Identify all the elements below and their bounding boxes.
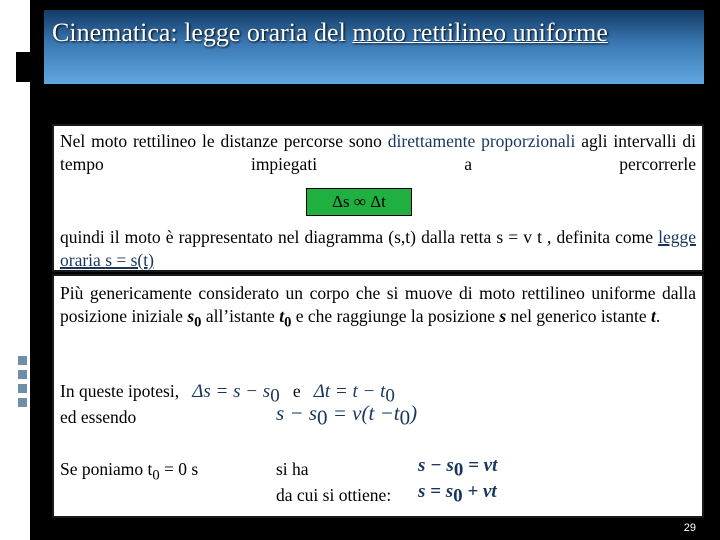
var: t [279, 306, 285, 326]
proportionality-formula: Δs ∞ Δt [306, 188, 412, 216]
sub: 0 [453, 459, 464, 481]
title-text: Cinematica: legge oraria del [52, 18, 353, 47]
eq: s = s [418, 481, 454, 502]
text: nel generico istante [506, 306, 651, 326]
slide-title [52, 18, 608, 48]
law-term: legge oraria [60, 227, 696, 270]
delta-s-eq: Δs = s − s [192, 381, 271, 402]
sub: 0 [284, 314, 292, 331]
text: all’istante [201, 306, 280, 326]
sub: 0 [270, 385, 280, 407]
highlight-text: direttamente proporzionali [387, 131, 576, 151]
eq: s − s [418, 455, 454, 476]
square-bullet [18, 398, 27, 407]
sub: 0 [399, 405, 411, 430]
sub: 0 [194, 314, 202, 331]
text: si ha [276, 459, 309, 479]
law-formula: s = s(t) [105, 250, 154, 270]
left-decoration-bar [0, 0, 30, 540]
title-underlined-text: moto rettilineo uniforme [352, 18, 608, 47]
text: quindi il moto è rappresentato nel diagramma (s,t) dalla retta s = v t , definita come [60, 227, 659, 247]
black-block [16, 52, 30, 82]
eq: ) [410, 401, 418, 425]
definition-panel [52, 124, 704, 272]
assumption-line [60, 458, 198, 487]
result-equation [418, 454, 497, 482]
text: e [292, 381, 301, 401]
var: s [499, 306, 507, 326]
var: s [187, 306, 195, 326]
page-number: 29 [683, 522, 696, 534]
text: . [655, 306, 661, 326]
result-label [276, 458, 309, 480]
text: Più genericamente considerato un corpo che si muove di moto rettilineo uniforme dalla posizione iniziale [60, 283, 696, 326]
square-bullet [18, 370, 27, 379]
square-bullet [18, 356, 27, 365]
square-bullet [18, 384, 27, 393]
eq: + vt [462, 481, 497, 502]
derivation-panel [52, 274, 704, 518]
since-line [60, 406, 136, 428]
text: agli intervalli di tempo impiegati a percorrerle [60, 131, 696, 174]
text: ed essendo [60, 407, 137, 427]
sub: 0 [317, 405, 328, 430]
eq: s − s [276, 401, 318, 425]
sub: 0 [385, 385, 395, 407]
motion-equation [276, 402, 417, 429]
eq: = vt [463, 455, 498, 476]
final-label [276, 484, 391, 506]
delta-t-eq: Δt = t − t [313, 381, 386, 402]
text: = 0 s [159, 459, 199, 479]
text: Nel moto rettilineo le distanze percorse sono [60, 131, 388, 151]
hourly-law-equation [418, 480, 497, 508]
var: t [650, 306, 656, 326]
text: In queste ipotesi, [60, 381, 180, 401]
text: e che raggiunge la posizione [291, 306, 500, 326]
sub: 0 [453, 485, 463, 507]
sub: 0 [152, 467, 160, 484]
law-paragraph [60, 226, 696, 272]
general-case-paragraph [60, 282, 696, 335]
text: da cui si ottiene: [276, 485, 392, 505]
text: Se poniamo t [60, 459, 153, 479]
eq: = v(t −t [327, 401, 400, 425]
